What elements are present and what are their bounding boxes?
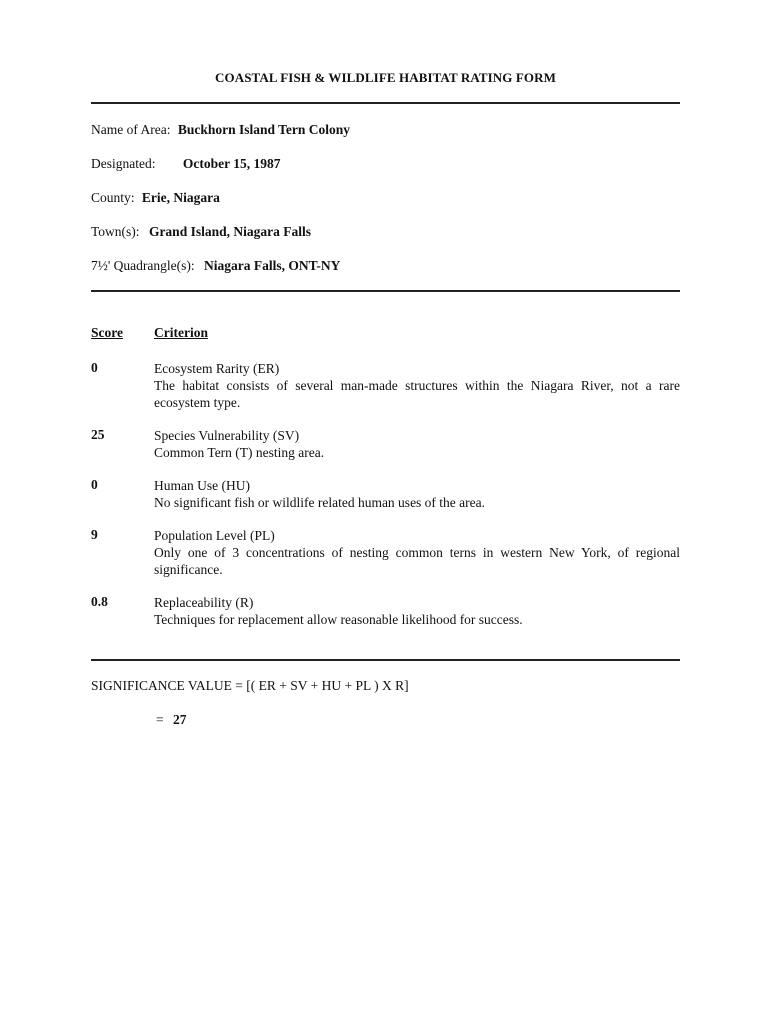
significance-formula: SIGNIFICANCE VALUE = [( ER + SV + HU + PL ) X R] — [91, 678, 409, 693]
designated-value: October 15, 1987 — [182, 156, 281, 171]
row-criterion-name: Human Use (HU) — [154, 478, 250, 493]
county-value: Erie, Niagara — [141, 190, 220, 205]
towns-field — [91, 224, 311, 240]
area-label: Name of Area: — [91, 122, 171, 137]
row-criterion-name: Population Level (PL) — [154, 528, 275, 543]
quadrangle-value: Niagara Falls, ONT-NY — [204, 258, 341, 273]
towns-label: Town(s): — [91, 224, 140, 239]
significance-result — [156, 712, 187, 728]
area-field — [91, 122, 350, 138]
row-criterion-description: Common Tern (T) nesting area. — [154, 445, 325, 460]
header-divider — [91, 290, 680, 292]
designated-field — [91, 156, 280, 172]
row-score: 0 — [91, 360, 98, 375]
county-field — [91, 190, 220, 206]
row-score: 0.8 — [91, 594, 108, 609]
bottom-divider — [91, 659, 680, 661]
significance-value: 27 — [173, 712, 187, 727]
designated-label: Designated: — [91, 156, 156, 171]
equals-sign: = — [156, 712, 164, 727]
form-title: COASTAL FISH & WILDLIFE HABITAT RATING FORM — [215, 70, 556, 85]
row-criterion-name: Replaceability (R) — [154, 595, 254, 610]
row-score: 9 — [91, 527, 98, 542]
towns-value: Grand Island, Niagara Falls — [148, 224, 311, 239]
quadrangle-field — [91, 258, 340, 274]
quadrangle-label: 7½' Quadrangle(s): — [91, 258, 195, 273]
row-criterion-name: Species Vulnerability (SV) — [154, 428, 300, 443]
county-label: County: — [91, 190, 135, 205]
row-criterion-name: Ecosystem Rarity (ER) — [154, 361, 280, 376]
row-criterion-description: No significant fish or wildlife related human uses of the area. — [154, 495, 486, 510]
row-criterion-description: Techniques for replacement allow reasonable likelihood for success. — [154, 612, 523, 627]
row-score: 25 — [91, 427, 105, 442]
row-criterion-description: The habitat consists of several man-made structures within the Niagara River, not a rare ecosystem type. — [154, 378, 680, 410]
row-score: 0 — [91, 477, 98, 492]
criterion-column-header: Criterion — [154, 325, 208, 340]
area-value: Buckhorn Island Tern Colony — [177, 122, 351, 137]
top-divider — [91, 102, 680, 104]
score-column-header: Score — [91, 325, 123, 340]
row-criterion-description: Only one of 3 concentrations of nesting common terns in western New York, of regional significance. — [154, 545, 680, 577]
